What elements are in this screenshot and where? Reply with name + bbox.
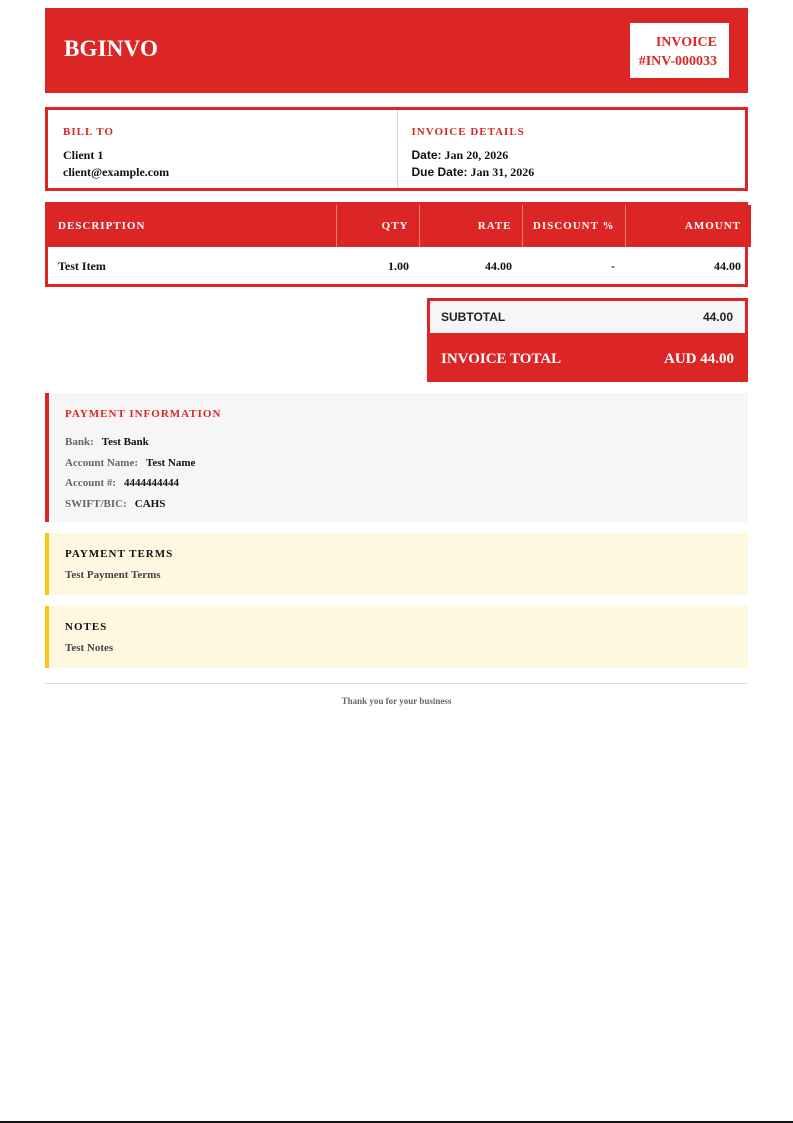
payment-value: Test Name	[146, 456, 196, 469]
client-name: Client 1	[63, 148, 104, 162]
column-header: QTY	[336, 205, 419, 247]
footer-divider	[45, 683, 748, 684]
payment-terms-value: Test Payment Terms	[65, 569, 161, 581]
subtotal-row	[427, 298, 748, 336]
item-description: Test Item	[58, 258, 106, 273]
invoice-total-label: INVOICE TOTAL	[441, 350, 562, 367]
totals-block	[427, 298, 748, 382]
invoice-date	[412, 147, 746, 164]
item-qty: 1.00	[388, 258, 409, 273]
payment-terms-label: PAYMENT TERMS	[65, 548, 174, 560]
item-discount: -	[611, 258, 615, 273]
invoice-total-value: AUD 44.00	[664, 350, 734, 367]
bill-to	[48, 110, 397, 188]
payment-key: Bank:	[65, 436, 94, 448]
client-email: client@example.com	[63, 165, 170, 179]
payment-terms	[45, 533, 748, 595]
notes-value: Test Notes	[65, 642, 114, 654]
footer-text: Thank you for your business	[341, 696, 452, 706]
item-amount: 44.00	[714, 258, 741, 273]
payment-row	[65, 453, 748, 474]
table-header-row	[48, 205, 751, 247]
subtotal-value: 44.00	[702, 310, 733, 324]
payment-key: SWIFT/BIC:	[65, 497, 127, 510]
column-header: DESCRIPTION	[48, 205, 336, 247]
invoice-header	[45, 8, 748, 93]
column-header: RATE	[419, 205, 522, 247]
notes-label: NOTES	[65, 621, 108, 633]
invoice-number: #INV-000033	[638, 54, 717, 69]
invoice-details-label: INVOICE DETAILS	[411, 126, 525, 138]
brand-name: BGINVO	[64, 36, 159, 61]
line-items-table	[45, 202, 748, 287]
invoice-date-value: Jan 20, 2026	[444, 148, 509, 162]
table-row	[48, 247, 751, 285]
column-header: DISCOUNT %	[522, 205, 625, 247]
due-date	[412, 164, 746, 181]
billing-section	[45, 107, 748, 191]
subtotal-label: SUBTOTAL	[441, 310, 506, 324]
column-header: AMOUNT	[625, 205, 751, 247]
due-date-value: Jan 31, 2026	[470, 165, 535, 179]
bill-to-label: BILL TO	[63, 126, 114, 138]
invoice-total-row	[427, 336, 748, 382]
payment-key: Account #:	[65, 477, 117, 489]
invoice-number-box	[630, 23, 729, 78]
payment-information	[45, 393, 748, 522]
payment-value: CAHS	[134, 497, 166, 510]
invoice-details	[397, 110, 746, 188]
item-rate: 44.00	[485, 258, 512, 273]
payment-value: 4444444444	[124, 477, 180, 489]
payment-information-label: PAYMENT INFORMATION	[65, 408, 222, 420]
payment-key: Account Name:	[65, 456, 139, 469]
due-date-key: Due Date:	[411, 165, 468, 179]
payment-row	[65, 432, 748, 453]
invoice-label: INVOICE	[655, 35, 717, 50]
payment-row	[65, 473, 748, 494]
payment-row	[65, 494, 748, 515]
notes	[45, 606, 748, 668]
payment-value: Test Bank	[101, 436, 149, 448]
invoice-date-key: Date:	[411, 148, 442, 162]
